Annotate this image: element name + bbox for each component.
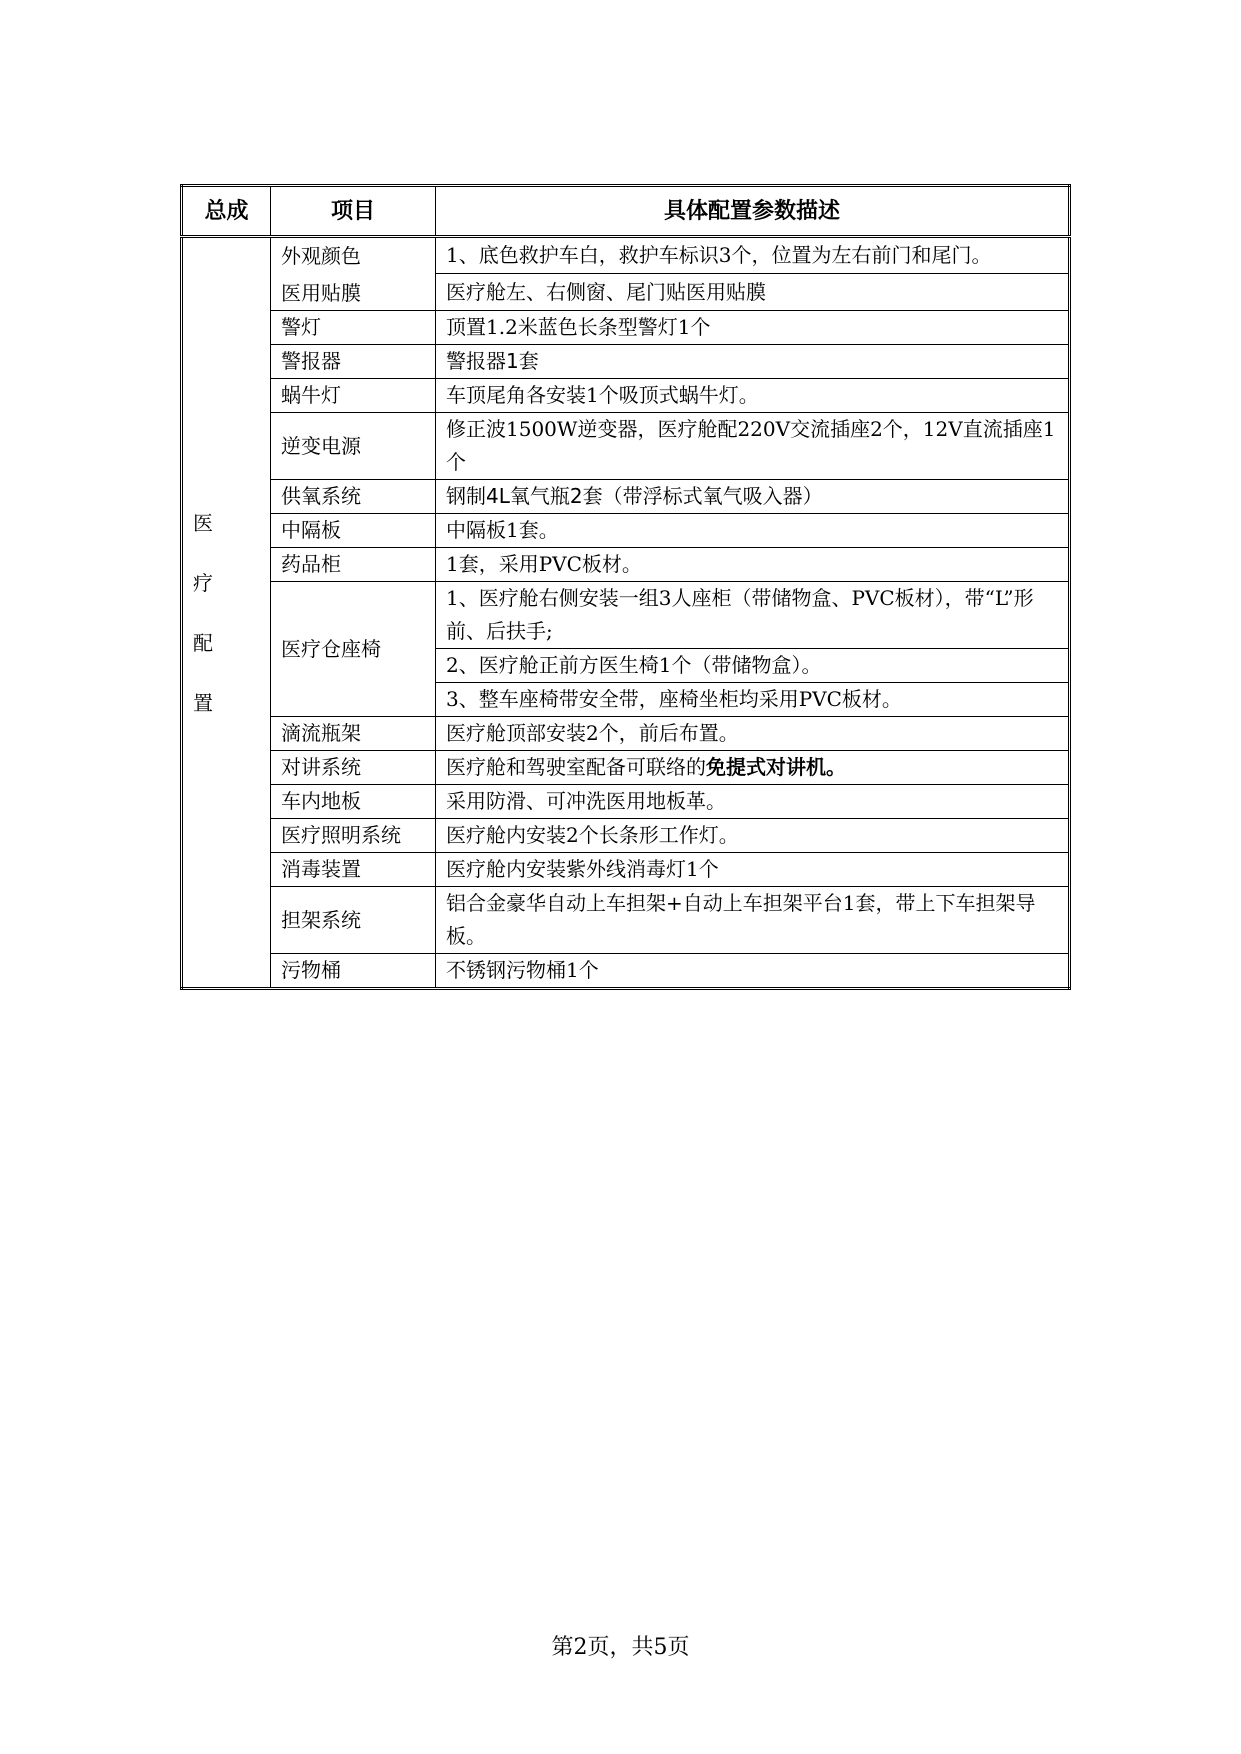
table-row: [182, 480, 1070, 514]
item-cell: 警灯: [271, 311, 436, 345]
table-row: [182, 887, 1070, 954]
item-cell: 担架系统: [271, 887, 436, 954]
table-row: [182, 237, 1070, 274]
desc-cell: 顶置1.2米蓝色长条型警灯1个: [436, 311, 1070, 345]
table-row: [182, 785, 1070, 819]
desc-cell: 钢制4L氧气瓶2套（带浮标式氧气吸入器）: [436, 480, 1070, 514]
item-cell: 车内地板: [271, 785, 436, 819]
header-assembly: 总成: [182, 186, 271, 237]
item-cell: 污物桶: [271, 954, 436, 989]
table-row: [182, 582, 1070, 649]
item-cell: 对讲系统: [271, 751, 436, 785]
desc-cell: 医疗舱左、右侧窗、尾门贴医用贴膜: [436, 274, 1070, 311]
header-item: 项目: [271, 186, 436, 237]
table-row: [182, 954, 1070, 989]
table-row: [182, 413, 1070, 480]
item-cell: 医疗仓座椅: [271, 582, 436, 717]
desc-bold-text: 免提式对讲机。: [706, 755, 846, 779]
desc-cell: 车顶尾角各安装1个吸顶式蜗牛灯。: [436, 379, 1070, 413]
desc-cell: 1、底色救护车白，救护车标识3个，位置为左右前门和尾门。: [436, 237, 1070, 274]
table-row: [182, 717, 1070, 751]
table-row: [182, 379, 1070, 413]
table-row: [182, 345, 1070, 379]
item-cell: 逆变电源: [271, 413, 436, 480]
section-char: 医: [193, 510, 213, 535]
item-cell: 医用贴膜: [281, 281, 361, 305]
desc-cell: 1套，采用PVC板材。: [436, 548, 1070, 582]
table-row: [182, 751, 1070, 785]
desc-cell: 医疗舱内安装2个长条形工作灯。: [436, 819, 1070, 853]
section-medical-config: [182, 237, 271, 989]
item-cell: 中隔板: [271, 514, 436, 548]
table-row: [182, 819, 1070, 853]
item-cell: 药品柜: [271, 548, 436, 582]
section-char: 置: [193, 690, 213, 715]
table-row: [182, 514, 1070, 548]
page-footer: 第2页，共5页: [551, 1635, 690, 1660]
item-cell: 消毒装置: [271, 853, 436, 887]
desc-cell: 中隔板1套。: [436, 514, 1070, 548]
desc-cell: [436, 751, 1070, 785]
desc-cell: 医疗舱内安装紫外线消毒灯1个: [436, 853, 1070, 887]
table-row: [182, 548, 1070, 582]
item-cell: 蜗牛灯: [271, 379, 436, 413]
table-row: [182, 853, 1070, 887]
item-cell: 供氧系统: [271, 480, 436, 514]
desc-cell: 不锈钢污物桶1个: [436, 954, 1070, 989]
desc-cell: 2、医疗舱正前方医生椅1个（带储物盒）。: [436, 649, 1070, 683]
item-cell: 外观颜色: [281, 244, 361, 268]
table-row: [182, 311, 1070, 345]
item-cell: 医疗照明系统: [271, 819, 436, 853]
table-header-row: [182, 186, 1070, 237]
item-cell: 滴流瓶架: [271, 717, 436, 751]
desc-cell: 3、整车座椅带安全带，座椅坐柜均采用PVC板材。: [436, 683, 1070, 717]
desc-plain-text: 医疗舱和驾驶室配备可联络的: [446, 755, 706, 779]
item-cell: 警报器: [271, 345, 436, 379]
header-description: 具体配置参数描述: [436, 186, 1070, 237]
desc-cell: 1、医疗舱右侧安装一组3人座柜（带储物盒、PVC板材），带“L”形前、后扶手;: [436, 582, 1070, 649]
spec-table: [180, 184, 1071, 990]
desc-cell: 警报器1套: [436, 345, 1070, 379]
desc-cell: 修正波1500W逆变器，医疗舱配220V交流插座2个，12V直流插座1个: [436, 413, 1070, 480]
section-char: 疗: [193, 570, 213, 595]
desc-cell: 医疗舱顶部安装2个，前后布置。: [436, 717, 1070, 751]
desc-cell: 铝合金豪华自动上车担架+自动上车担架平台1套，带上下车担架导板。: [436, 887, 1070, 954]
section-char: 配: [193, 630, 213, 655]
desc-cell: 采用防滑、可冲洗医用地板革。: [436, 785, 1070, 819]
